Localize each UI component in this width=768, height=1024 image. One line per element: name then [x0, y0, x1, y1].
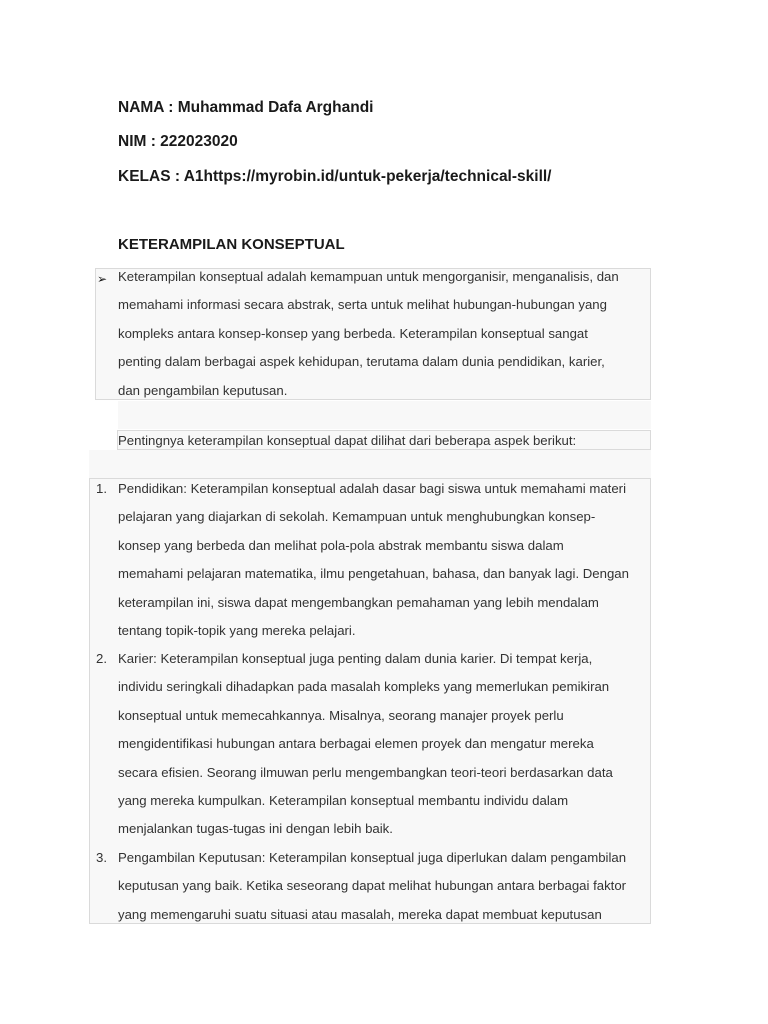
lead-sentence: Pentingnya keterampilan konseptual dapat dilihat dari beberapa aspek berikut:: [118, 433, 577, 448]
section-title: KETERAMPILAN KONSEPTUAL: [118, 236, 345, 253]
intro-line: Keterampilan konseptual adalah kemampuan untuk mengorganisir, menganalisis, dan: [118, 269, 619, 284]
student-nim: NIM : 222023020: [118, 133, 238, 150]
intro-line: penting dalam berbagai aspek kehidupan, terutama dalam dunia pendidikan, karier,: [118, 354, 605, 370]
paragraph-spacer: [118, 401, 651, 429]
list-number: 2.: [96, 651, 107, 666]
list-line: Pendidikan: Keterampilan konseptual adalah dasar bagi siswa untuk memahami materi: [118, 481, 627, 496]
list-line: memahami pelajaran matematika, ilmu pengetahuan, bahasa, dan banyak lagi. Dengan: [118, 566, 629, 582]
list-line: yang memengaruhi suatu situasi atau masalah, mereka dapat membuat keputusan: [118, 906, 602, 922]
lead-sentence-box: [117, 430, 651, 450]
student-name: NAMA : Muhammad Dafa Arghandi: [118, 99, 374, 116]
list-line: menjalankan tugas-tugas ini dengan lebih baik.: [118, 821, 393, 837]
list-line: mengidentifikasi hubungan antara berbagai elemen proyek dan mengatur mereka: [118, 736, 594, 752]
list-line: Karier: Keterampilan konseptual juga penting dalam dunia karier. Di tempat kerja,: [118, 651, 593, 666]
paragraph-spacer: [89, 450, 651, 478]
list-line: keputusan yang baik. Ketika seseorang dapat melihat hubungan antara berbagai faktor: [118, 878, 627, 894]
intro-paragraph-box: [95, 268, 651, 400]
intro-line: dan pengambilan keputusan.: [118, 382, 288, 398]
student-class: KELAS : A1https://myrobin.id/untuk-pekerja/technical-skill/: [118, 168, 552, 185]
list-line: keterampilan ini, siswa dapat mengembangkan pemahaman yang lebih mendalam: [118, 594, 599, 610]
list-number: 1.: [96, 481, 107, 496]
list-line: secara efisien. Seorang ilmuwan perlu mengembangkan teori-teori berdasarkan data: [118, 764, 613, 780]
numbered-list: [89, 478, 651, 924]
arrow-bullet-icon: ➢: [97, 272, 108, 286]
list-line: konsep yang berbeda dan melihat pola-pola abstrak membantu siswa dalam: [118, 537, 564, 553]
intro-line: kompleks antara konsep-konsep yang berbeda. Keterampilan konseptual sangat: [118, 325, 588, 341]
list-line: tentang topik-topik yang mereka pelajari.: [118, 623, 356, 639]
list-line: yang mereka kumpulkan. Keterampilan konseptual membantu individu dalam: [118, 793, 569, 809]
list-line: Pengambilan Keputusan: Keterampilan konseptual juga diperlukan dalam pengambilan: [118, 850, 627, 865]
intro-line: memahami informasi secara abstrak, serta untuk melihat hubungan-hubungan yang: [118, 297, 607, 313]
list-number: 3.: [96, 850, 107, 865]
list-line: individu seringkali dihadapkan pada masalah kompleks yang memerlukan pemikiran: [118, 679, 610, 695]
intro-paragraph: [118, 263, 648, 405]
list-line: pelajaran yang diajarkan di sekolah. Kemampuan untuk menghubungkan konsep-: [118, 509, 596, 525]
list-line: konseptual untuk memecahkannya. Misalnya, seorang manajer proyek perlu: [118, 707, 564, 723]
